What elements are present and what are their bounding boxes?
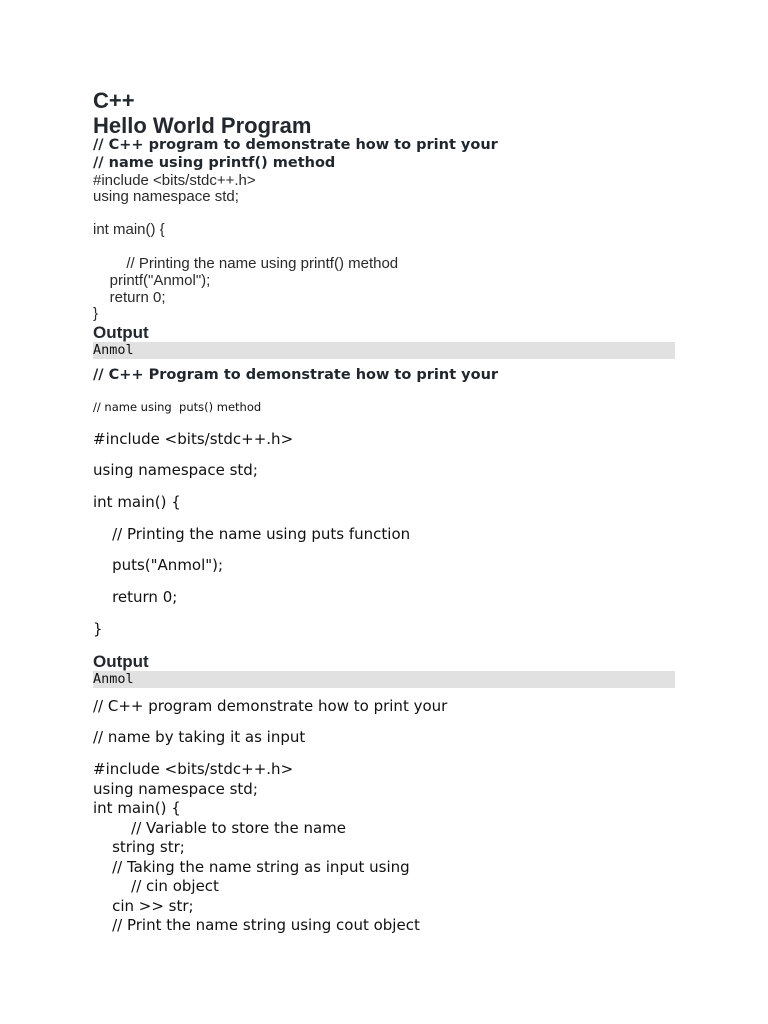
code-line: return 0; — [93, 289, 166, 306]
code-line: using namespace std; — [93, 188, 239, 205]
code-comment: // name using puts() method — [93, 400, 262, 414]
code-line: #include <bits/stdc++.h> — [93, 760, 294, 778]
code-line: string str; — [93, 838, 185, 856]
code-line: } — [93, 305, 99, 322]
code-line: } — [93, 620, 103, 638]
code-line: printf("Anmol"); — [93, 272, 211, 289]
code-comment: // C++ program to demonstrate how to print your — [93, 137, 498, 153]
output-block — [93, 671, 675, 688]
code-comment: // C++ program demonstrate how to print your — [93, 697, 448, 715]
code-comment: // name using printf() method — [93, 155, 336, 171]
code-line: using namespace std; — [93, 461, 258, 479]
code-line: // Variable to store the name — [93, 819, 346, 837]
code-line: cin >> str; — [93, 897, 194, 915]
code-line: // Printing the name using printf() method — [93, 255, 399, 272]
code-line: int main() { — [93, 493, 181, 511]
output-heading: Output — [93, 323, 149, 342]
code-line: // Print the name string using cout object — [93, 916, 420, 934]
output-value: Anmol — [93, 671, 134, 687]
code-line: return 0; — [93, 588, 178, 606]
code-line: // Printing the name using puts function — [93, 525, 411, 543]
output-value: Anmol — [93, 342, 134, 358]
code-line: int main() { — [93, 221, 165, 238]
code-line: // Taking the name string as input using — [93, 858, 410, 876]
output-block — [93, 342, 675, 359]
code-comment: // C++ Program to demonstrate how to print your — [93, 367, 499, 383]
code-line: #include <bits/stdc++.h> — [93, 430, 294, 448]
page-title: Hello World Program — [93, 113, 312, 138]
code-line: using namespace std; — [93, 780, 258, 798]
code-line: // cin object — [93, 877, 219, 895]
output-heading: Output — [93, 652, 149, 671]
code-line: #include <bits/stdc++.h> — [93, 172, 256, 189]
code-line: int main() { — [93, 799, 181, 817]
code-comment: // name by taking it as input — [93, 728, 306, 746]
code-line: puts("Anmol"); — [93, 556, 224, 574]
title-language: C++ — [93, 88, 135, 113]
